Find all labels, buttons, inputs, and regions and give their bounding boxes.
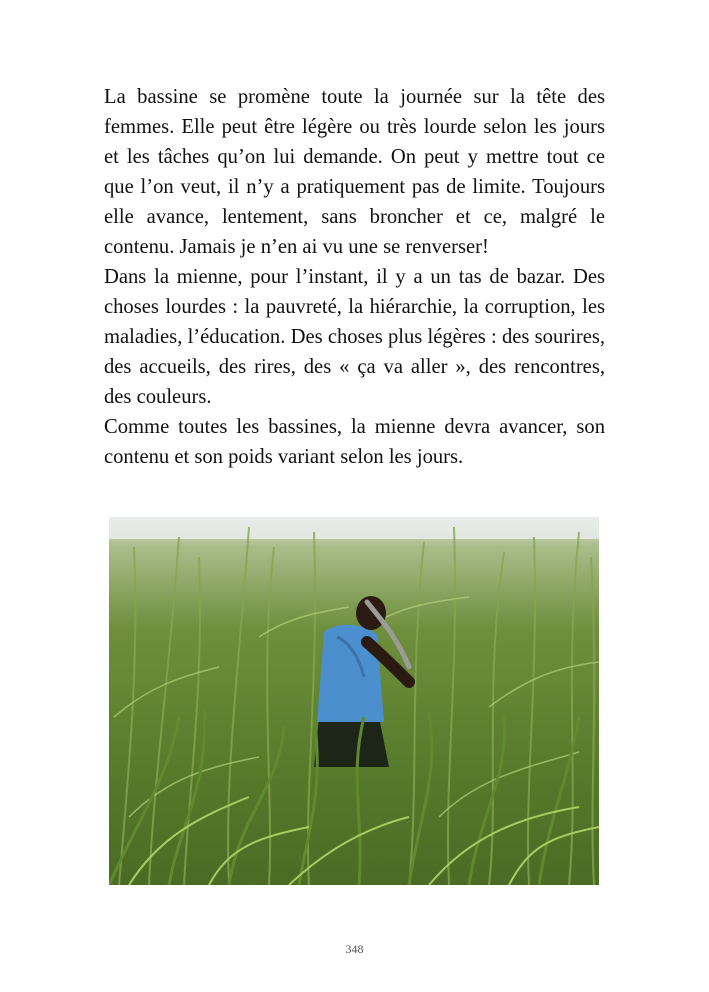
body-text [104,82,605,472]
page-number: 348 [345,942,364,956]
paragraph-1: La bassine se promène toute la journée sur la tête des femmes. Elle peut être légère ou très lourde selon les jours et les tâches qu’on lui demande. On peut y mettre tout ce que l’on veut, il n’y a pratiquement pas de limite. Toujours elle avance, lentement, sans broncher et ce, malgré le contenu. Jamais je n’en ai vu une se renverser! [104,86,605,258]
paragraph-3: Comme toutes les bassines, la mienne devra avancer, son contenu et son poids variant selon les jours. [104,416,605,468]
paragraph-2: Dans la mienne, pour l’instant, il y a un tas de bazar. Des choses lourdes : la pauvreté, la hiérarchie, la corruption, les maladies, l’éducation. Des choses plus légères : des sourires, des accueils, des rires, des « ça va aller », des rencontres, des couleurs. [104,266,605,408]
photo-man-cutting-grass [109,517,599,885]
